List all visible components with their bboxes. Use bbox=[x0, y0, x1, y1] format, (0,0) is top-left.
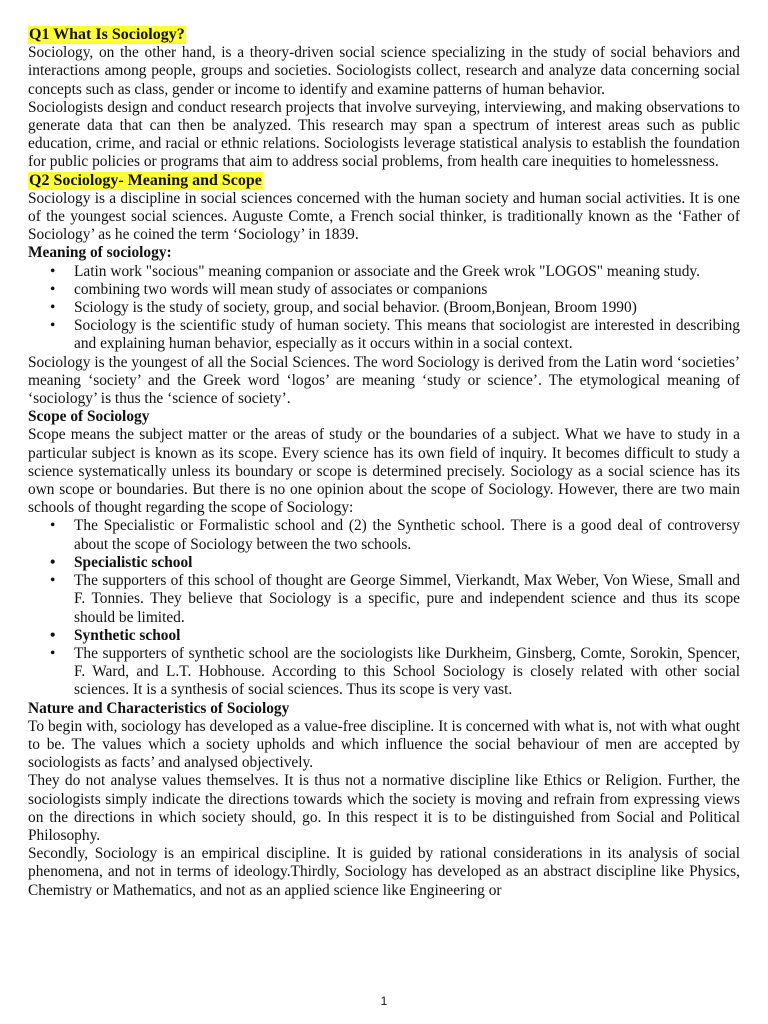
meaning-heading: Meaning of sociology: bbox=[28, 244, 172, 262]
document-page bbox=[28, 26, 740, 900]
scope-list bbox=[28, 517, 740, 699]
list-item: • The supporters of this school of thought are George Simmel, Vierkandt, Max Weber, Von Wiese, Small and F. Tonnies. They believe that Sociology is a specific, pure and independent science and thus its scope should be limited. bbox=[74, 572, 740, 627]
list-item: • Latin work "socious" meaning companion or associate and the Greek wrok "LOGOS" meaning study. bbox=[74, 263, 740, 281]
page-number: 1 bbox=[380, 994, 388, 1008]
list-item: • Sciology is the study of society, group, and social behavior. (Broom,Bonjean, Broom 1990) bbox=[74, 299, 740, 317]
scope-paragraph: Scope means the subject matter or the areas of study or the boundaries of a subject. What we have to study in a particular subject is known as its scope. Every science has its own field of inquiry. It becomes difficult to study a science systematically unless its boundary or scope is determined precisely. Sociology as a social science has its own scope or boundaries. But there is no one opinion about the scope of Sociology. However, there are two main schools of thought regarding the scope of Sociology: bbox=[28, 426, 740, 517]
nature-paragraph-2: They do not analyse values themselves. It is thus not a normative discipline like Ethics or Religion. Further, the sociologists simply indicate the directions towards which the society is moving and refrain from expressing views on the directions in which society should, go. In this respect it is to be distinguished from Social and Political Philosophy. bbox=[28, 772, 740, 844]
q1-paragraph-1: Sociology, on the other hand, is a theory-driven social science specializing in the study of social behaviors and interactions among people, groups and societies. Sociologists collect, research and analyze data concerning social concepts such as class, gender or income to identify and examine patterns of human behavior. bbox=[28, 44, 740, 98]
list-item: • The supporters of synthetic school are the sociologists like Durkheim, Ginsberg, Comte, Sorokin, Spencer, F. Ward, and L.T. Hobhouse. According to this School Sociology is closely related with other social sciences. It is a synthesis of social sciences. Thus its scope is very vast. bbox=[74, 645, 740, 700]
nature-paragraph-3: Secondly, Sociology is an empirical discipline. It is guided by rational considerations in its analysis of social phenomena, and not in terms of ideology.Thirdly, Sociology has developed as an abstract discipline like Physics, Chemistry or Mathematics, and not as an applied science like Engineering or bbox=[28, 845, 740, 899]
meaning-paragraph: Sociology is the youngest of all the Social Sciences. The word Sociology is derived from the Latin word ‘societies’ meaning ‘society’ and the Greek word ‘logos’ are meaning ‘study or science’. The etymological meaning of ‘sociology’ is thus the ‘science of society’. bbox=[28, 353, 740, 408]
list-item: • The Specialistic or Formalistic school and (2) the Synthetic school. There is a good deal of controversy about the scope of Sociology between the two schools. bbox=[74, 517, 740, 553]
list-item: • Sociology is the scientific study of human society. This means that sociologist are interested in describing and explaining human behavior, especially as it occurs within in a social context. bbox=[74, 317, 740, 353]
nature-heading: Nature and Characteristics of Sociology bbox=[28, 699, 290, 717]
list-item-specialistic-heading: • Specialistic school bbox=[74, 554, 740, 572]
scope-heading: Scope of Sociology bbox=[28, 408, 150, 426]
list-item-synthetic-heading: • Synthetic school bbox=[74, 627, 740, 645]
q2-intro: Sociology is a discipline in social sciences concerned with the human society and human social activities. It is one of the youngest social sciences. Auguste Comte, a French social thinker, is traditionally known as the ‘Father of Sociology’ as he coined the term ‘Sociology’ in 1839. bbox=[28, 189, 740, 244]
nature-paragraph-1: To begin with, sociology has developed as a value-free discipline. It is concerned with what is, not with what ought to be. The values which a society upholds and which influence the social behaviour of men are accepted by sociologists as facts’ and analysed objectively. bbox=[28, 717, 740, 772]
q1-heading: Q1 What Is Sociology? bbox=[29, 26, 185, 43]
meaning-list bbox=[28, 263, 740, 354]
list-item: • combining two words will mean study of associates or companions bbox=[74, 281, 740, 299]
q1-paragraph-2: Sociologists design and conduct research projects that involve surveying, interviewing, and making observations to generate data that can then be analyzed. This research may span a spectrum of interest areas such as public education, crime, and racial or ethnic relations. Sociologists leverage statistical analysis to establish the foundation for public policies or programs that aim to address social problems, from health care inequities to homelessness. bbox=[28, 98, 740, 171]
q2-heading: Q2 Sociology- Meaning and Scope bbox=[29, 171, 262, 189]
